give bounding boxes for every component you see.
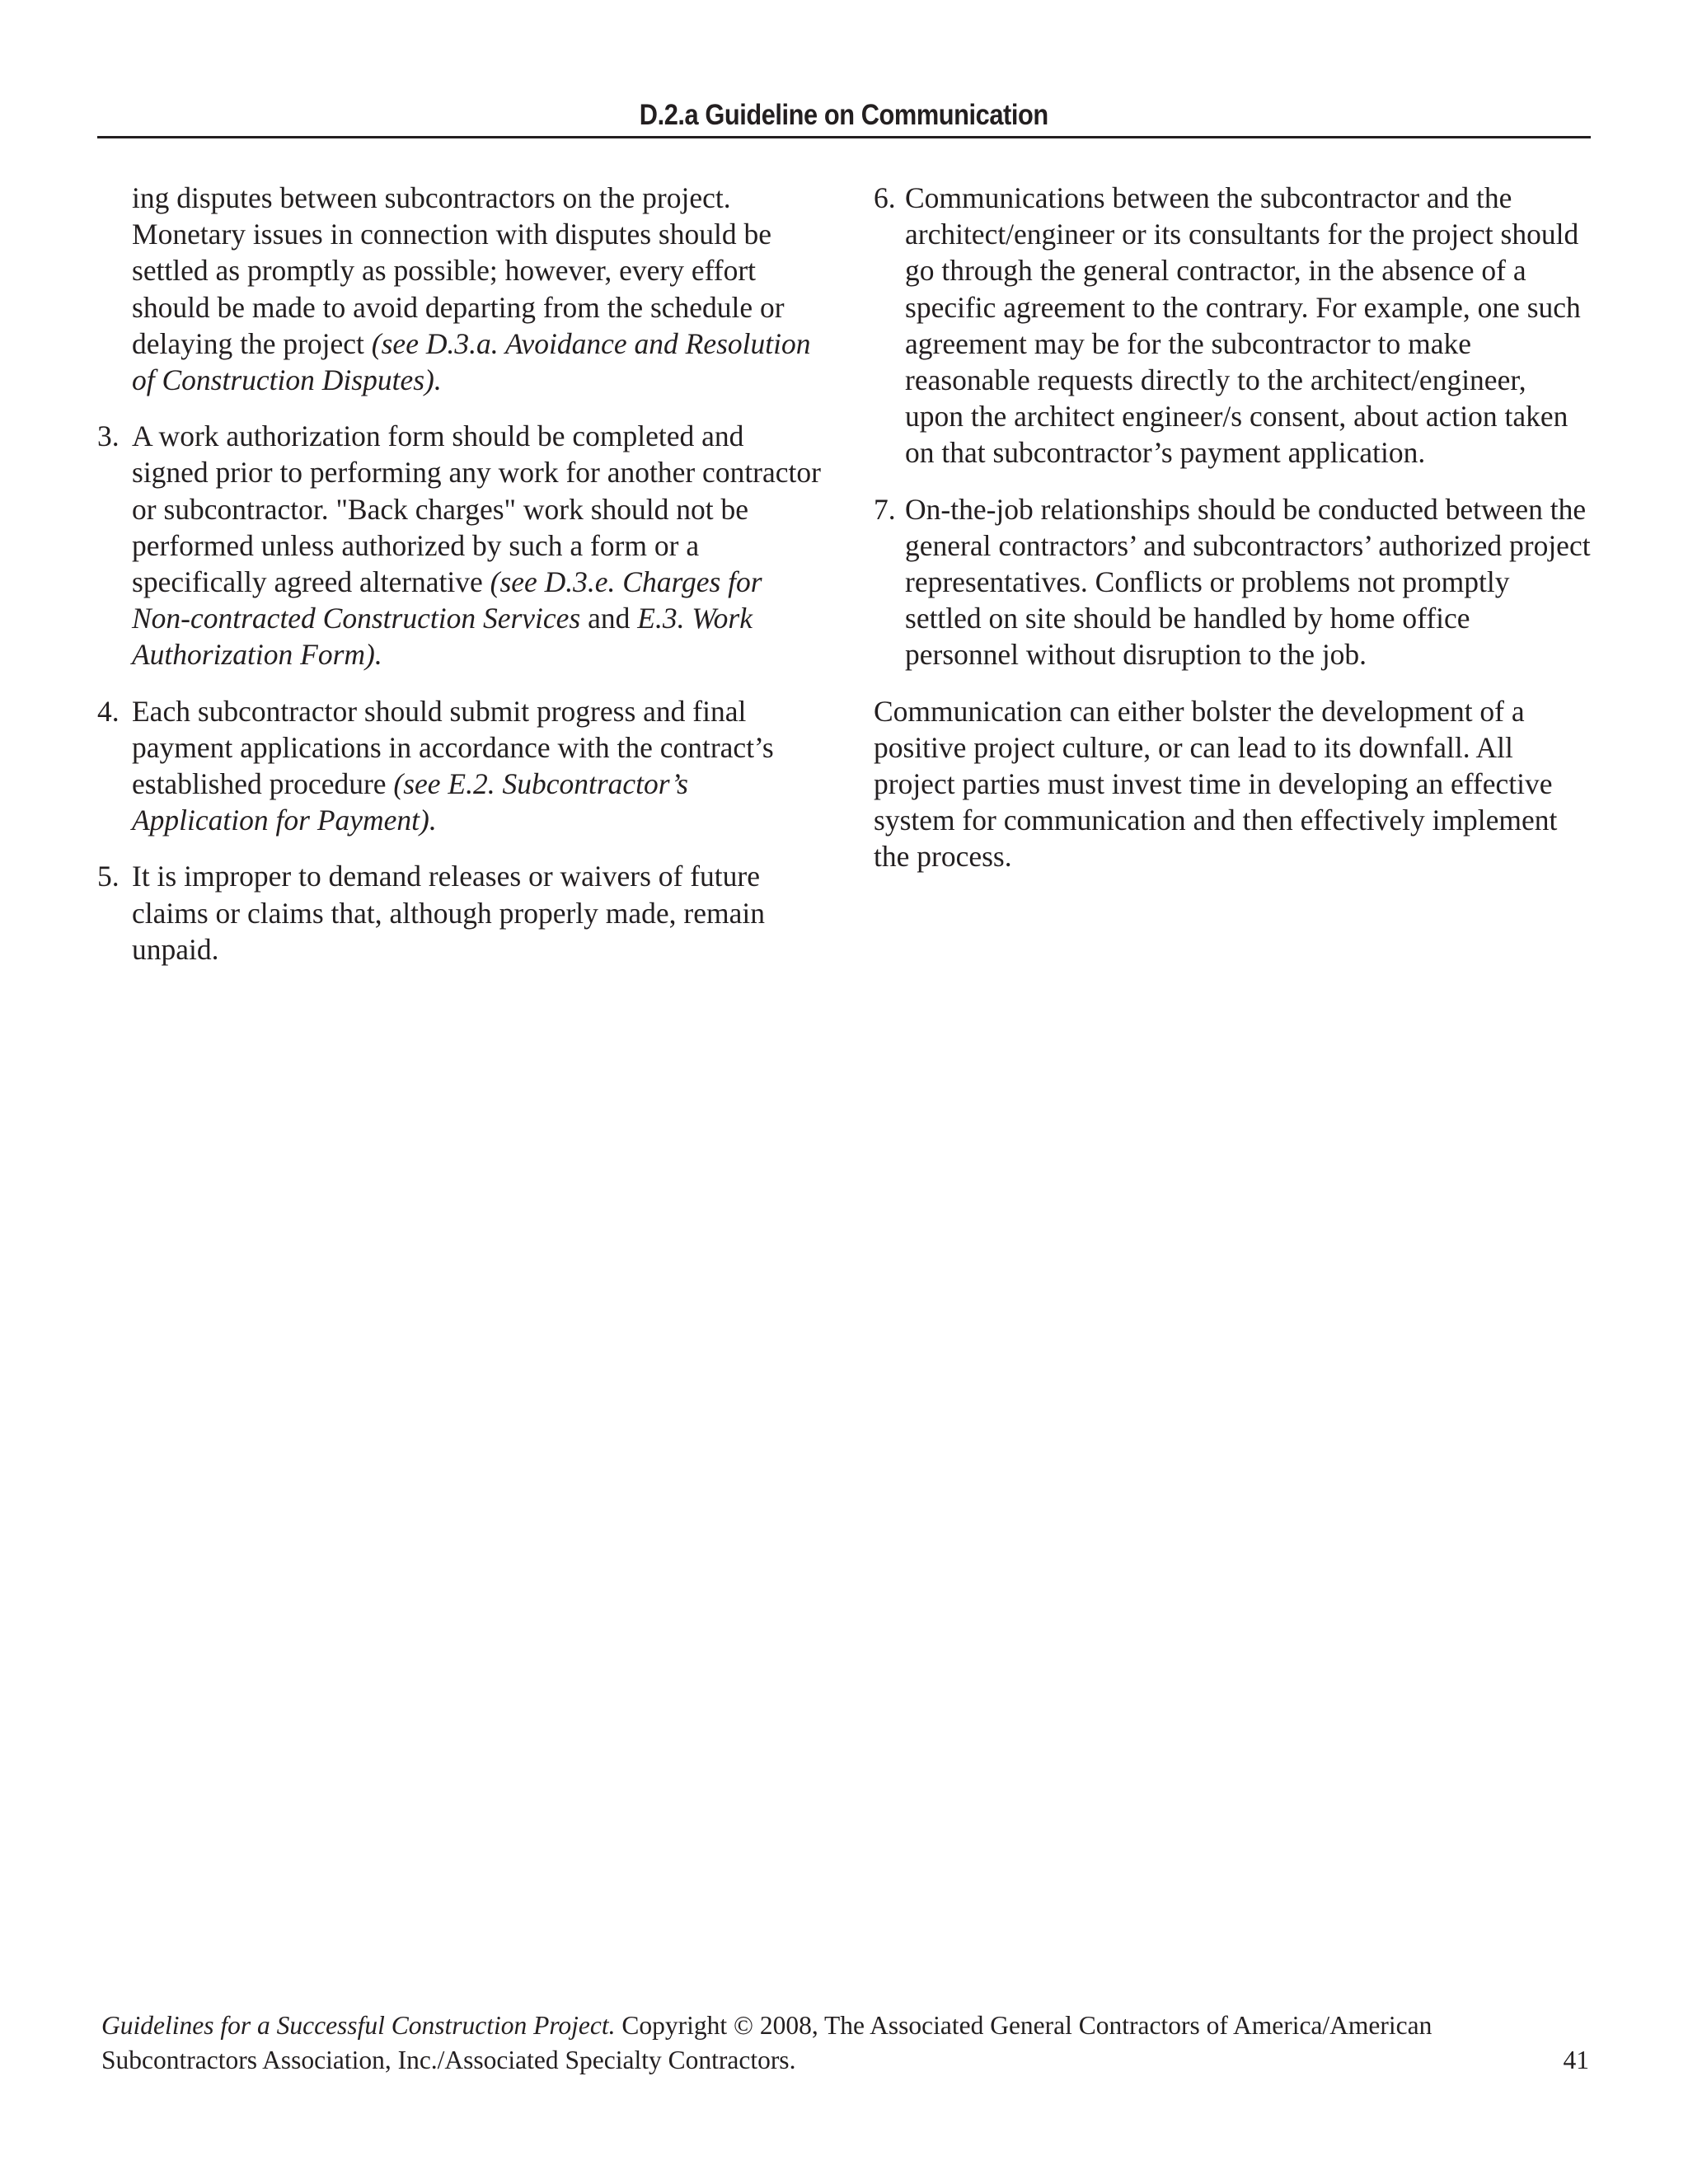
item-number: 4. xyxy=(97,694,120,728)
item-text: On-the-job relationships should be conducted between the general contractors’ and subcontractors’ authorized project representatives. Conflicts or problems not promptly settled on site should be handled by home office personnel without disruption to the job. xyxy=(905,492,1591,672)
list-item-7 xyxy=(874,491,1591,673)
cross-reference: (see D.3.a. Avoidance and Resolution of Construction Disputes). xyxy=(132,326,811,397)
item-text: Communications between the subcontractor and the architect/engineer or its consultants for the project should go through the general contractor, in the absence of a specific agreement to the contrary. For example, one such agreement may be for the subcontractor to make reasonable requests directly to the architect/engineer, upon the architect engineer/s consent, about action taken on that subcontractor’s payment application. xyxy=(905,181,1581,470)
cross-reference: E.3. Work Authorization Form). xyxy=(132,602,753,672)
copyright-notice: Copyright © 2008, The Associated General Contractors of America/American Subcontractors Association, Inc./Associated Specialty Contractors. xyxy=(101,2011,1432,2074)
list-item-3 xyxy=(97,418,823,673)
item-text: A work authorization form should be completed and signed prior to performing any work for another contractor or subcontractor. "Back charges" work should not be performed unless authorized by such a form or a specifically agreed alternative xyxy=(132,419,821,599)
item-text: It is improper to demand releases or waivers of future claims or claims that, although properly made, remain unpaid. xyxy=(132,860,765,966)
item-number: 5. xyxy=(97,860,120,893)
item-text: Each subcontractor should submit progress and final payment applications in accordance with the contract’s established procedure xyxy=(132,694,774,801)
page-number: 41 xyxy=(1563,2046,1589,2074)
section-title: D.2.a Guideline on Communication xyxy=(640,99,1048,131)
right-column xyxy=(874,180,1591,875)
cross-reference: (see D.3.e. Charges for Non-contracted Construction Services xyxy=(132,565,762,635)
left-column xyxy=(97,180,823,987)
page-footer xyxy=(101,2008,1589,2078)
list-item-5 xyxy=(97,858,823,968)
item-number: 3. xyxy=(97,419,120,453)
list-item-4 xyxy=(97,693,823,839)
item-text-joiner: and xyxy=(580,602,638,635)
continued-list-item xyxy=(97,180,823,398)
item-text: ing disputes between subcontractors on the project. Monetary issues in connection with disputes should be settled as promptly as possible; however, every effort should be made to avoid departing from the schedule or delaying the project xyxy=(132,181,785,360)
page-header xyxy=(97,95,1591,138)
closing-paragraph: Communication can either bolster the development of a positive project culture, or can lead to its downfall. All project parties must invest time in developing an effective system for communication and then effectively implement the process. xyxy=(874,694,1558,874)
cross-reference: (see E.2. Subcontractor’s Application for Payment). xyxy=(132,767,688,837)
book-title: Guidelines for a Successful Construction Project. xyxy=(101,2011,616,2040)
item-number: 7. xyxy=(874,492,896,526)
item-number: 6. xyxy=(874,181,896,214)
list-item-6 xyxy=(874,180,1591,471)
